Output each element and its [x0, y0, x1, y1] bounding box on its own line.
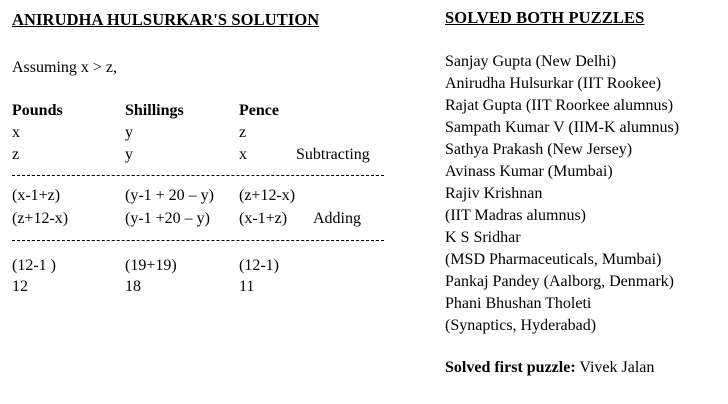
row1-pence: z [239, 124, 247, 141]
list-item: (IIT Madras alumnus) [445, 207, 586, 224]
list-item: Avinass Kumar (Mumbai) [445, 163, 613, 180]
divider-1 [12, 175, 384, 176]
solution-title: ANIRUDHA HULSURKAR'S SOLUTION [12, 10, 320, 29]
row2-shillings: y [125, 146, 133, 163]
row4-shillings: (y-1 +20 – y) [125, 210, 211, 227]
row1-shillings: y [125, 124, 133, 141]
list-item: K S Sridhar [445, 229, 521, 246]
list-item: Sanjay Gupta (New Delhi) [445, 53, 617, 70]
list-item: (Synaptics, Hyderabad) [445, 317, 597, 334]
divider-2 [12, 240, 384, 241]
row3-shillings: (y-1 + 20 – y) [125, 187, 215, 204]
row4-pence: (x-1+z) [239, 210, 288, 227]
list-item: Sathya Prakash (New Jersey) [445, 141, 633, 158]
row6-shillings: 18 [125, 278, 141, 295]
list-item: Sampath Kumar V (IIM-K alumnus) [445, 119, 680, 136]
assumption-text: Assuming x > z, [12, 59, 118, 76]
row6-pence: 11 [239, 278, 255, 295]
header-shillings: Shillings [125, 102, 184, 119]
first-puzzle-label: Solved first puzzle: [445, 359, 576, 376]
row5-pence: (12-1) [239, 257, 279, 274]
first-puzzle-name: Vivek Jalan [579, 359, 655, 376]
row3-pence: (z+12-x) [239, 187, 296, 204]
row4-pounds: (z+12-x) [12, 210, 69, 227]
list-item: Rajiv Krishnan [445, 185, 543, 202]
row3-pounds: (x-1+z) [12, 187, 61, 204]
header-pence: Pence [239, 102, 279, 119]
header-pounds: Pounds [12, 102, 63, 119]
list-item: Phani Bhushan Tholeti [445, 295, 592, 312]
row2-pence: x [239, 146, 247, 163]
list-item: Anirudha Hulsurkar (IIT Rookee) [445, 75, 662, 92]
row5-shillings: (19+19) [125, 257, 177, 274]
list-item: (MSD Pharmaceuticals, Mumbai) [445, 251, 662, 268]
row2-note: Subtracting [296, 146, 370, 163]
row1-pounds: x [12, 124, 20, 141]
row4-note: Adding [313, 210, 361, 227]
list-item: Rajat Gupta (IIT Roorkee alumnus) [445, 97, 674, 114]
row6-pounds: 12 [12, 278, 28, 295]
row2-pounds: z [12, 146, 20, 163]
solvers-title: SOLVED BOTH PUZZLES [445, 8, 645, 27]
list-item: Pankaj Pandey (Aalborg, Denmark) [445, 273, 674, 290]
first-puzzle-line [445, 358, 654, 378]
row5-pounds: (12-1 ) [12, 257, 56, 274]
